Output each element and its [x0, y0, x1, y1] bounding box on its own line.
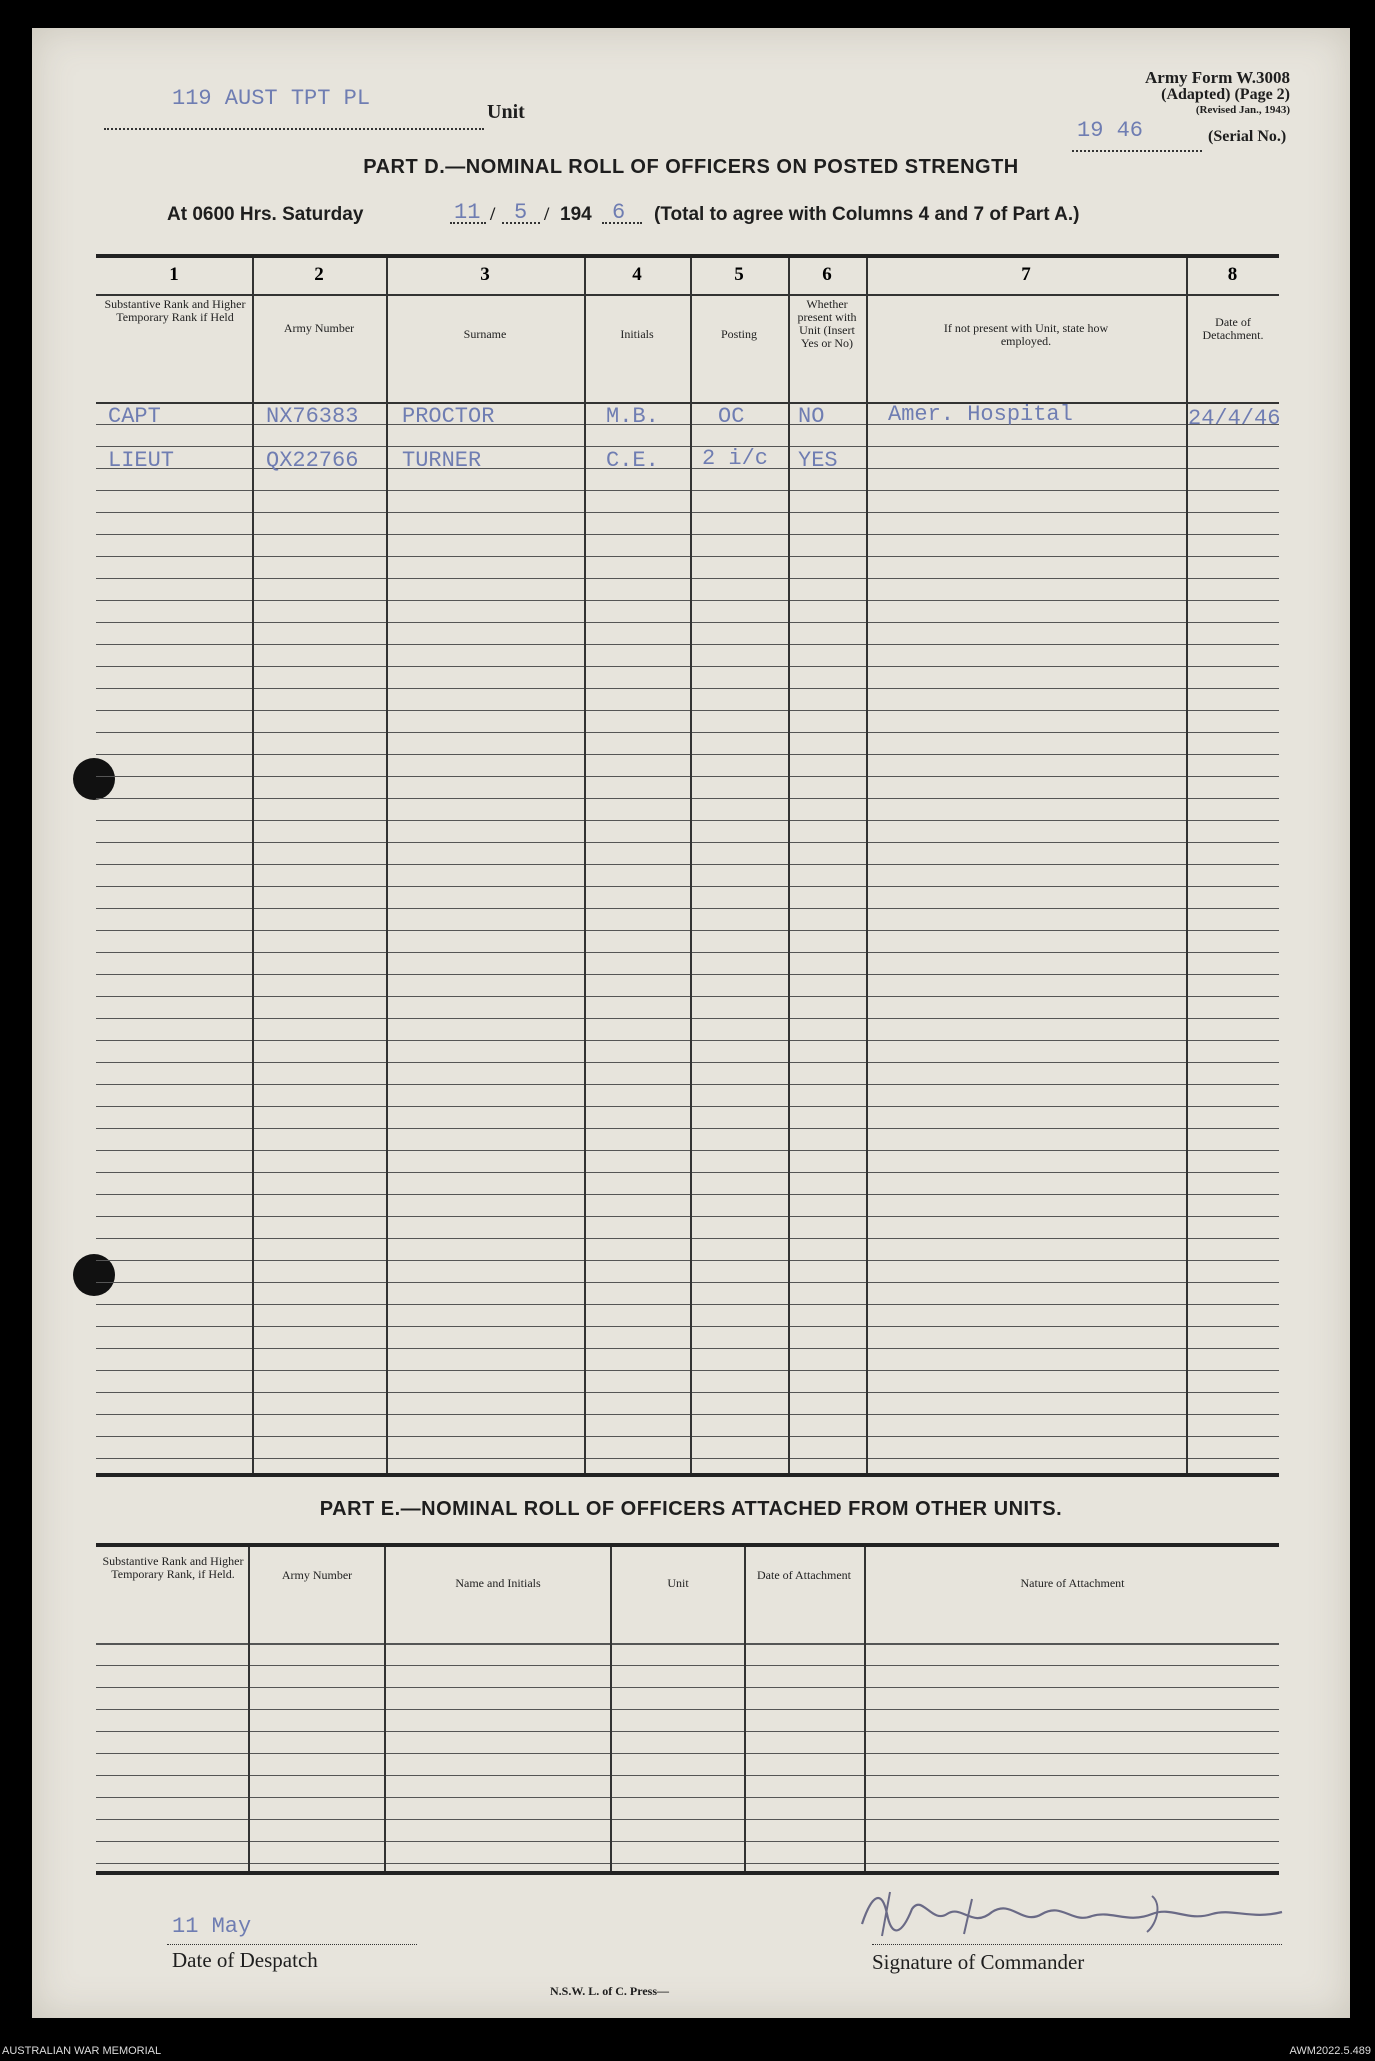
row2-surname: TURNER — [402, 448, 482, 473]
ruled-line — [96, 622, 1279, 623]
signature-line — [872, 1944, 1282, 1945]
ruled-line — [96, 930, 1279, 931]
e-header-attachment-date: Date of Attachment — [757, 1568, 851, 1582]
form-page — [32, 28, 1350, 2018]
signature-label: Signature of Commander — [872, 1950, 1085, 1974]
ruled-line — [96, 1753, 1279, 1754]
day-value: 11 — [454, 200, 481, 225]
ruled-line — [96, 1326, 1279, 1327]
ruled-line — [96, 644, 1279, 645]
press-imprint: N.S.W. L. of C. Press— — [550, 1984, 670, 1998]
header-present: Whether present with Unit (Insert Yes or No) — [797, 297, 857, 350]
ruled-line — [96, 556, 1279, 557]
ruled-line — [96, 666, 1279, 667]
part-d-table — [96, 254, 1279, 1477]
ruled-line — [96, 1731, 1279, 1732]
date-line-label: At 0600 Hrs. Saturday — [167, 204, 364, 225]
ruled-line — [96, 1172, 1279, 1173]
row2-present: YES — [798, 448, 838, 473]
colnum-2: 2 — [314, 264, 324, 285]
form-number: Army Form W.3008 — [1145, 68, 1290, 87]
part-e-title: PART E.—NOMINAL ROLL OF OFFICERS ATTACHED FROM OTHER UNITS. — [319, 1498, 1063, 1520]
ruled-line — [96, 1370, 1279, 1371]
ruled-line — [96, 864, 1279, 865]
row1-employed: Amer. Hospital — [888, 402, 1073, 427]
ruled-line — [96, 446, 1279, 447]
form-adapted: (Adapted) (Page 2) — [1161, 86, 1290, 103]
row1-posting: OC — [718, 404, 745, 429]
ruled-line — [96, 886, 1279, 887]
ruled-line — [96, 1643, 1279, 1645]
colnum-1: 1 — [169, 264, 179, 285]
ruled-line — [96, 490, 1279, 491]
ruled-line — [96, 1819, 1279, 1820]
part-d-title: PART D.—NOMINAL ROLL OF OFFICERS ON POSTED STRENGTH — [363, 156, 1019, 178]
ruled-line — [96, 754, 1279, 755]
ruled-line — [96, 1304, 1279, 1305]
header-rank: Substantive Rank and Higher Temporary Rank if Held — [104, 297, 246, 324]
ruled-line — [96, 1282, 1279, 1283]
unit-label: Unit — [487, 101, 525, 123]
ruled-line — [96, 1018, 1279, 1019]
column-number-row — [96, 258, 1279, 296]
credit-left: AUSTRALIAN WAR MEMORIAL — [2, 2045, 162, 2057]
ruled-line — [96, 1348, 1279, 1349]
row2-initials: C.E. — [606, 448, 659, 473]
year-prefix: 194 — [560, 204, 592, 225]
header-surname: Surname — [463, 327, 507, 341]
ruled-line — [96, 688, 1279, 689]
colnum-8: 8 — [1227, 264, 1238, 285]
serial-label: (Serial No.) — [1208, 128, 1287, 145]
ruled-line — [96, 1665, 1279, 1666]
ruled-line — [96, 996, 1279, 997]
row1-present: NO — [798, 404, 825, 429]
ruled-line — [96, 1775, 1279, 1776]
column-header-row — [96, 294, 1279, 404]
row2-rank: LIEUT — [108, 448, 175, 473]
commander-signature — [852, 1884, 1292, 1944]
ruled-line — [96, 776, 1279, 777]
header-detachment: Date of Detachment. — [1202, 315, 1264, 342]
ruled-line — [96, 1458, 1279, 1459]
ruled-line — [96, 1709, 1279, 1710]
colnum-6: 6 — [822, 264, 832, 285]
unit-value: 119 AUST TPT PL — [172, 86, 371, 111]
date-sep-2: / — [544, 204, 550, 225]
ruled-line — [96, 1436, 1279, 1437]
despatch-label: Date of Despatch — [172, 1948, 318, 1972]
ruled-line — [96, 842, 1279, 843]
ruled-line — [96, 710, 1279, 711]
ruled-line — [96, 908, 1279, 909]
ruled-line — [96, 974, 1279, 975]
e-header-name: Name and Initials — [455, 1576, 541, 1590]
ruled-line — [96, 820, 1279, 821]
row2-posting: 2 i/c — [702, 446, 769, 471]
row2-army-number: QX22766 — [266, 448, 359, 473]
e-header-unit: Unit — [667, 1576, 689, 1590]
ruled-line — [96, 1150, 1279, 1151]
row1-rank: CAPT — [108, 404, 161, 429]
serial-value: 19 46 — [1077, 118, 1144, 143]
credit-right: AWM2022.5.489 — [1289, 2045, 1371, 2057]
e-header-nature: Nature of Attachment — [1020, 1576, 1125, 1590]
ruled-line — [96, 1260, 1279, 1261]
header-employed: If not present with Unit, state how employed. — [943, 321, 1109, 348]
header-posting: Posting — [720, 327, 757, 341]
row1-surname: PROCTOR — [402, 404, 495, 429]
header-army-number: Army Number — [283, 321, 355, 335]
colnum-4: 4 — [632, 264, 642, 285]
ruled-line — [96, 1106, 1279, 1107]
despatch-line — [167, 1944, 417, 1945]
header-initials: Initials — [620, 327, 654, 341]
ruled-line — [96, 1128, 1279, 1129]
ruled-line — [96, 1414, 1279, 1415]
colnum-3: 3 — [480, 264, 490, 285]
form-revised: (Revised Jan., 1943) — [1195, 104, 1290, 116]
ruled-line — [96, 1841, 1279, 1842]
e-header-rank: Substantive Rank and Higher Temporary Rank, if Held. — [102, 1554, 244, 1581]
ruled-line — [96, 600, 1279, 601]
colnum-5: 5 — [734, 264, 744, 285]
row1-army-number: NX76383 — [266, 404, 359, 429]
colnum-7: 7 — [1021, 264, 1031, 285]
row1-detachment: 24/4/46 — [1188, 406, 1281, 431]
row1-initials: M.B. — [606, 404, 659, 429]
ruled-line — [96, 1687, 1279, 1688]
ruled-line — [96, 578, 1279, 579]
date-sep-1: / — [490, 204, 496, 225]
ruled-line — [96, 1084, 1279, 1085]
total-note: (Total to agree with Columns 4 and 7 of Part A.) — [654, 204, 1080, 225]
ruled-line — [96, 512, 1279, 513]
ruled-line — [96, 1392, 1279, 1393]
ruled-line — [96, 1863, 1279, 1864]
ruled-line — [96, 534, 1279, 535]
ruled-line — [96, 1797, 1279, 1798]
ruled-line — [96, 952, 1279, 953]
year-digit: 6 — [612, 200, 626, 225]
ruled-line — [96, 1216, 1279, 1217]
ruled-line — [96, 1062, 1279, 1063]
ruled-line — [96, 1194, 1279, 1195]
ruled-line — [96, 1040, 1279, 1041]
ruled-line — [96, 1238, 1279, 1239]
e-header-army-number: Army Number — [281, 1568, 353, 1582]
month-value: 5 — [514, 200, 528, 225]
despatch-value: 11 May — [172, 1914, 252, 1939]
ruled-line — [96, 798, 1279, 799]
ruled-line — [96, 732, 1279, 733]
part-e-table — [96, 1543, 1279, 1875]
